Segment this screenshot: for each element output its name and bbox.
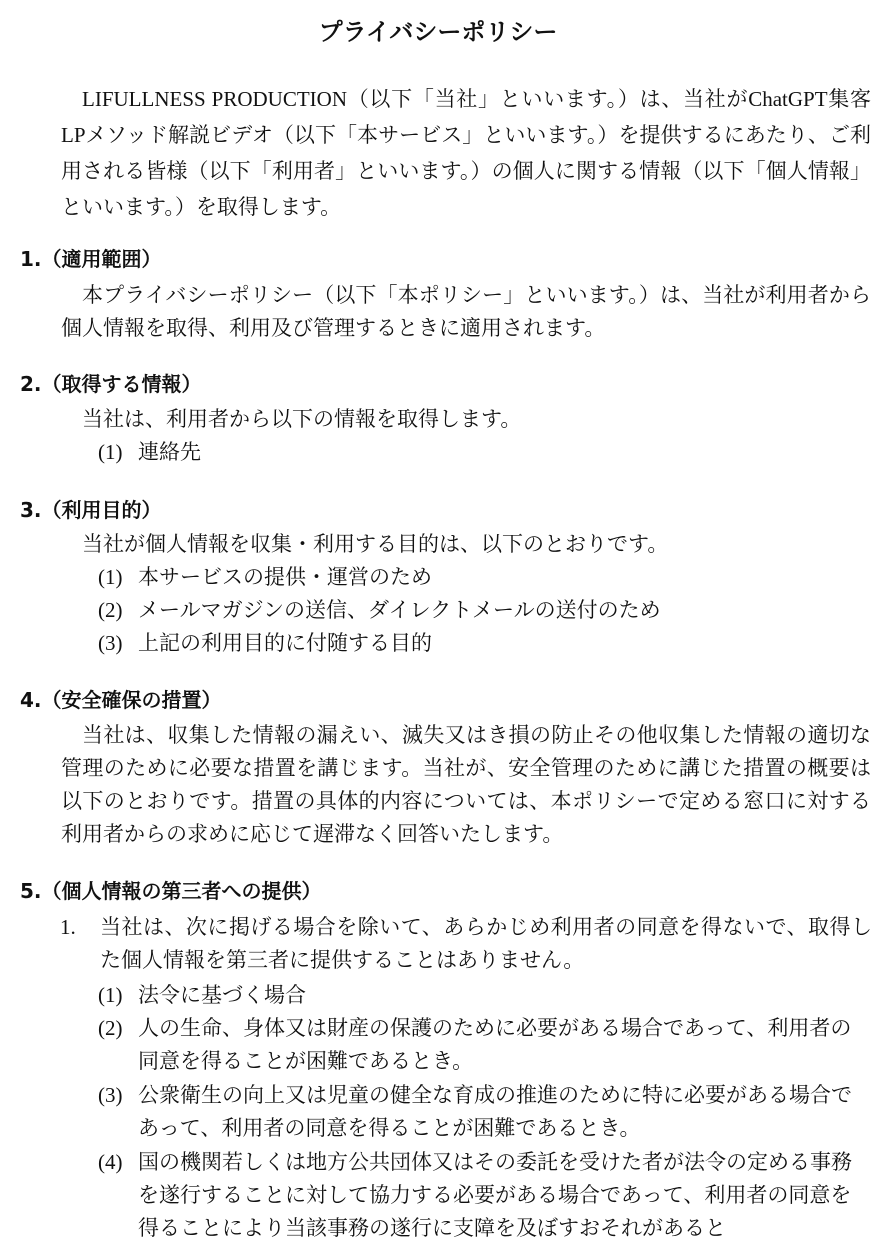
section-5-item-4 [98, 1146, 868, 1245]
item-number: (3) [98, 1083, 123, 1107]
item-text: 連絡先 [138, 440, 201, 464]
section-5-item-2 [98, 1012, 868, 1078]
item-number: (2) [98, 598, 123, 622]
section-3-item-1 [98, 561, 868, 594]
item-number: (1) [98, 565, 123, 589]
item-text: 上記の利用目的に付随する目的 [138, 631, 432, 655]
clause-text: 当社は、次に掲げる場合を除いて、あらかじめ利用者の同意を得ないで、取得した個人情報を第三者に提供することはありません。 [100, 915, 872, 972]
item-text: 公衆衛生の向上又は児童の健全な育成の推進のために特に必要がある場合であって、利用者の同意を得ることが困難であるとき。 [138, 1083, 852, 1140]
section-5-item-3 [98, 1079, 868, 1145]
section-5-clause-1 [60, 911, 872, 977]
item-number: (4) [98, 1150, 123, 1174]
item-number: (1) [98, 440, 123, 464]
section-3-body: 当社が個人情報を収集・利用する目的は、以下のとおりです。 [82, 532, 669, 556]
page-title: プライバシーポリシー [318, 18, 558, 46]
item-text: 国の機関若しくは地方公共団体又はその委託を受けた者が法令の定める事務を遂行することに対して協力する必要がある場合であって、利用者の同意を得ることにより当該事務の遂行に支障を及ぼすおそれがあると [138, 1150, 852, 1240]
section-2-heading: 2.（取得する情報） [20, 372, 202, 396]
section-4-body: 当社は、収集した情報の漏えい、滅失又はき損の防止その他収集した情報の適切な管理のために必要な措置を講じます。当社が、安全管理のために講じた措置の概要は以下のとおりです。措置の具体的内容については、本ポリシーで定める窓口に対する利用者からの求めに応じて遅滞なく回答いたします。 [61, 723, 871, 846]
section-3-item-3 [98, 627, 868, 660]
intro-paragraph: LIFULLNESS PRODUCTION（以下「当社」といいます。）は、当社がChatGPT集客LPメソッド解説ビデオ（以下「本サービス」といいます。）を提供するにあたり、ご利用される皆様（以下「利用者」といいます。）の個人に関する情報（以下「個人情報」といいます。）を取得します。 [61, 87, 871, 219]
item-text: 本サービスの提供・運営のため [138, 565, 432, 589]
section-2-body: 当社は、利用者から以下の情報を取得します。 [82, 407, 522, 431]
clause-number: 1. [60, 915, 76, 939]
section-3-heading: 3.（利用目的） [20, 498, 162, 522]
section-1-body: 本プライバシーポリシー（以下「本ポリシー」といいます。）は、当社が利用者から個人情報を取得、利用及び管理するときに適用されます。 [61, 283, 871, 340]
section-1-heading: 1.（適用範囲） [20, 247, 162, 271]
item-text: メールマガジンの送信、ダイレクトメールの送付のため [138, 598, 661, 622]
section-3-item-2 [98, 594, 868, 627]
item-text: 法令に基づく場合 [138, 983, 306, 1007]
section-4-heading: 4.（安全確保の措置） [20, 688, 222, 712]
section-2-item-1 [98, 436, 868, 469]
item-number: (1) [98, 983, 123, 1007]
item-number: (3) [98, 631, 123, 655]
section-5-heading: 5.（個人情報の第三者への提供） [20, 879, 322, 903]
item-number: (2) [98, 1016, 123, 1040]
item-text: 人の生命、身体又は財産の保護のために必要がある場合であって、利用者の同意を得ることが困難であるとき。 [138, 1016, 852, 1073]
section-5-item-1 [98, 979, 868, 1012]
